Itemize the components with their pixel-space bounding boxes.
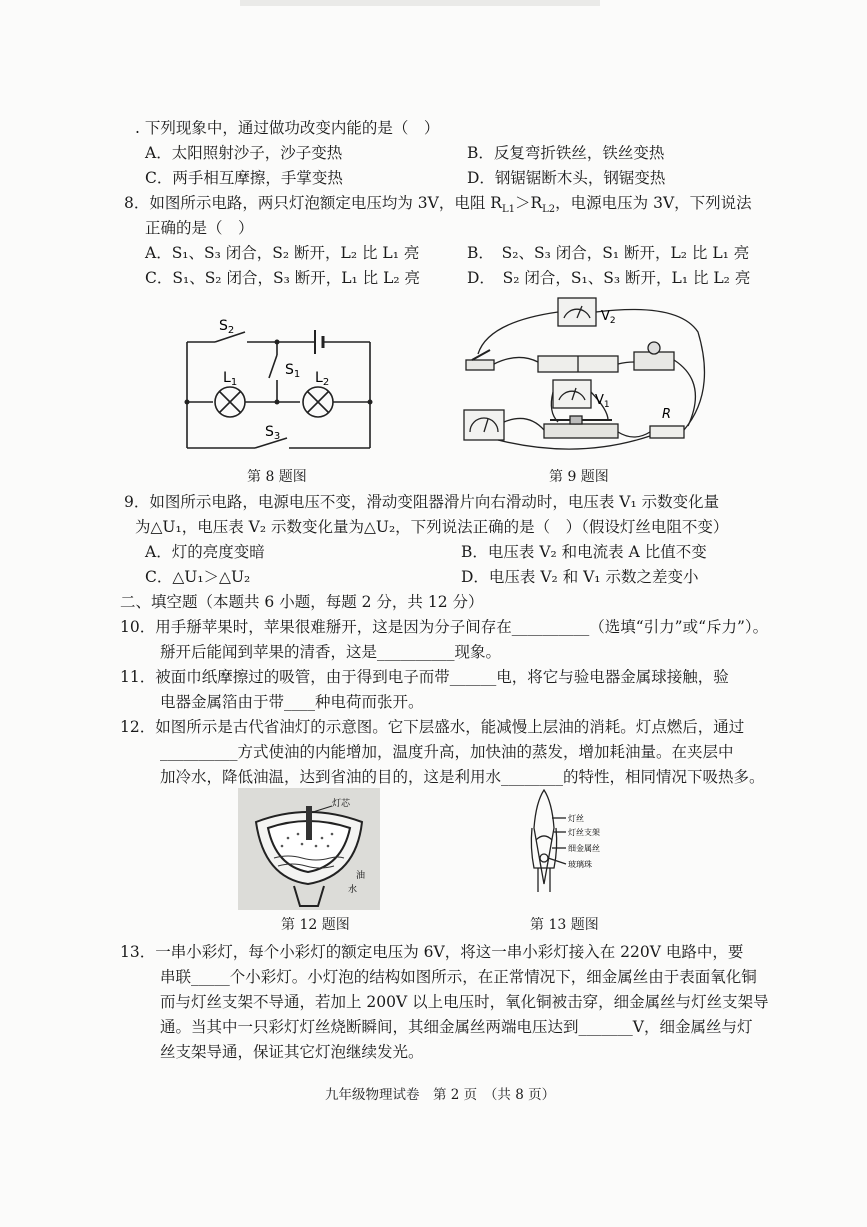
- fig8-caption: 第 8 题图: [247, 469, 307, 485]
- fig13-label-wire: 细金属丝: [568, 844, 600, 853]
- q10-line1: 10．用手掰苹果时，苹果很难掰开，这是因为分子间存在__________（选填“引力”或“斥力”）。: [120, 618, 769, 636]
- q8-option-d: D． S₂ 闭合，S₁、S₃ 断开，L₁ 比 L₂ 亮: [467, 269, 751, 287]
- fig12-label-wick: 灯芯: [332, 799, 351, 809]
- q10-line2: 掰开后能闻到苹果的清香，这是__________现象。: [160, 643, 502, 661]
- q9-option-b: B．电压表 V₂ 和电流表 A 比值不变: [461, 543, 707, 561]
- q7-option-a: A．太阳照射沙子，沙子变热: [145, 144, 343, 162]
- fig8-label-l2: $L_2$: [315, 370, 330, 388]
- q13-line4: 通。当其中一只彩灯灯丝烧断瞬间，其细金属丝两端电压达到_______V，细金属丝与灯: [160, 1018, 753, 1036]
- q11-line2: 电器金属箔由于带____种电荷而张开。: [160, 693, 424, 711]
- q8-option-a: A．S₁、S₃ 闭合，S₂ 断开，L₂ 比 L₁ 亮: [145, 244, 420, 262]
- q9-option-c: C．△U₁＞△U₂: [145, 568, 251, 586]
- fig8-circuit-diagram: [175, 310, 385, 460]
- q8-option-c: C．S₁、S₂ 闭合，S₃ 断开，L₁ 比 L₂ 亮: [145, 269, 421, 287]
- fig13-caption: 第 13 题图: [530, 917, 599, 933]
- fig9-label-v2: $V_2$: [601, 309, 616, 326]
- section-2-heading: 二、填空题（本题共 6 小题，每题 2 分，共 12 分）: [120, 593, 484, 611]
- fig9-physical-circuit: [458, 292, 728, 460]
- fig8-label-s1: $S_1$: [285, 362, 301, 380]
- fig8-label-s2: $S_2$: [219, 318, 235, 336]
- fig9-label-r: R: [662, 407, 672, 422]
- fig12-label-water: 水: [348, 885, 358, 895]
- q9-option-a: A．灯的亮度变暗: [145, 543, 265, 561]
- fig9-label-v1: $V_1$: [595, 393, 610, 410]
- q13-line1: 13．一串小彩灯，每个小彩灯的额定电压为 6V，将这一串小彩灯接入在 220V 电路中，要: [120, 943, 744, 961]
- fig13-label-filament: 灯丝: [568, 814, 584, 823]
- q9-stem-line1: 9．如图所示电路，电源电压不变，滑动变阻器滑片向右滑动时，电压表 V₁ 示数变化量: [124, 493, 720, 511]
- fig9-caption: 第 9 题图: [549, 469, 609, 485]
- q12-line3: 加冷水，降低油温，达到省油的目的，这是利用水________的特性，相同情况下吸热多。: [160, 768, 765, 786]
- q9-stem-line2: 为△U₁，电压表 V₂ 示数变化量为△U₂，下列说法正确的是（ ）（假设灯丝电阻不变）: [135, 518, 729, 536]
- q7-stem: . 下列现象中，通过做功改变内能的是（ ）: [135, 119, 440, 137]
- q12-line1: 12．如图所示是古代省油灯的示意图。它下层盛水，能减慢上层油的消耗。灯点燃后，通过: [120, 718, 745, 736]
- fig13-label-support: 灯丝支架: [568, 828, 600, 837]
- page-footer: 九年级物理试卷 第 2 页 （共 8 页）: [325, 1087, 556, 1103]
- q13-line3: 而与灯丝支架不导通，若加上 200V 以上电压时，氧化铜被击穿，细金属丝与灯丝支架导: [160, 993, 769, 1011]
- q11-line1: 11．被面巾纸摩擦过的吸管，由于得到电子而带______电，将它与验电器金属球接触，验: [120, 668, 729, 686]
- q7-option-b: B．反复弯折铁丝，铁丝变热: [467, 144, 665, 162]
- q8-stem-line1: 8．如图所示电路，两只灯泡额定电压均为 3V，电阻 $R_{L1}>R_{L2}$，电源电压为 3V，下列说法: [124, 194, 752, 216]
- q9-option-d: D．电压表 V₂ 和 V₁ 示数之差变小: [461, 568, 699, 586]
- fig12-oil-lamp-illustration: [238, 788, 380, 910]
- fig12-caption: 第 12 题图: [281, 917, 350, 933]
- fig12-label-oil: 油: [356, 871, 366, 881]
- fig8-label-l1: $L_1$: [223, 370, 238, 388]
- q12-line2: __________方式使油的内能增加，温度升高，加快油的蒸发，增加耗油量。在夹层中: [160, 743, 734, 761]
- fig13-label-bead: 玻璃珠: [568, 860, 592, 869]
- scan-top-edge: [240, 0, 600, 6]
- q8-stem-line2: 正确的是（ ）: [145, 219, 254, 237]
- q7-option-d: D．钢锯锯断木头，钢锯变热: [467, 169, 666, 187]
- fig13-bulb-structure: [522, 788, 622, 898]
- q8-option-b: B． S₂、S₃ 闭合，S₁ 断开，L₂ 比 L₁ 亮: [467, 244, 750, 262]
- q13-line2: 串联_____个小彩灯。小灯泡的结构如图所示，在正常情况下，细金属丝由于表面氧化铜: [160, 968, 757, 986]
- q7-option-c: C．两手相互摩擦，手掌变热: [145, 169, 343, 187]
- fig8-label-s3: $S_3$: [265, 424, 281, 442]
- q13-line5: 丝支架导通，保证其它灯泡继续发光。: [160, 1043, 424, 1061]
